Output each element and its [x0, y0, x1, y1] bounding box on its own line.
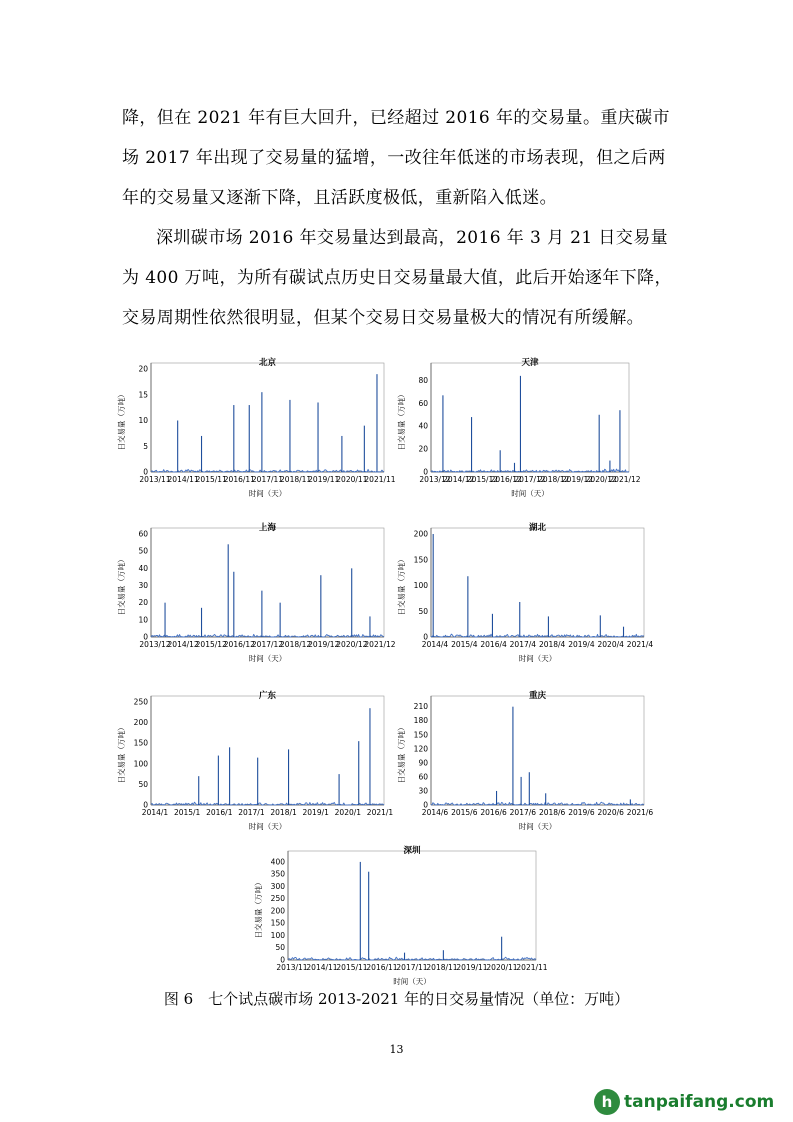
y-tick-label: 50: [138, 779, 148, 789]
y-axis-label: 日交易量（万吨）: [254, 878, 263, 939]
x-tick-label: 2017/6: [509, 808, 537, 817]
chart-title: 重庆: [528, 691, 547, 701]
x-tick-label: 2020/6: [597, 808, 624, 817]
x-tick-label: 2019/11: [308, 475, 340, 484]
x-axis-label: 时间（天）: [248, 822, 287, 831]
x-tick-label: 2014/6: [421, 808, 449, 817]
y-tick-label: 30: [418, 786, 428, 796]
y-axis-label: 日交易量（万吨）: [397, 390, 406, 451]
x-tick-label: 2019/4: [568, 640, 595, 649]
hubei-chart: [395, 520, 654, 665]
y-axis-label: 日交易量（万吨）: [117, 723, 126, 784]
y-axis-label: 日交易量（万吨）: [397, 723, 406, 784]
x-tick-label: 2021/12: [364, 640, 396, 649]
x-tick-label: 2019/12: [308, 640, 340, 649]
y-tick-label: 50: [275, 943, 285, 953]
x-tick-label: 2020/12: [336, 640, 368, 649]
body-paragraph-1: 降，但在 2021 年有巨大回升，已经超过 2016 年的交易量。重庆碳市场 2017 年出现了交易量的猛增，一改往年低迷的市场表现，但之后两年的交易量又逐渐下降，且活跃度极低，重新陷入低迷。: [122, 108, 670, 208]
y-tick-label: 200: [133, 718, 148, 728]
plot-frame: [288, 851, 536, 960]
figure-caption: 图 6 七个试点碳市场 2013-2021 年的日交易量情况（单位：万吨）: [163, 990, 630, 1008]
y-tick-label: 0: [143, 467, 148, 477]
y-tick-label: 400: [270, 857, 285, 867]
x-tick-label: 2018/1: [270, 808, 297, 817]
x-tick-label: 2015/11: [336, 963, 368, 972]
series-line: [431, 634, 644, 637]
x-tick-label: 2017/11: [251, 475, 284, 484]
x-tick-label: 2019/11: [456, 963, 488, 972]
x-tick-label: 2016/6: [480, 808, 507, 817]
y-tick-label: 30: [138, 581, 148, 590]
x-tick-label: 2019/6: [568, 808, 595, 817]
y-tick-label: 150: [133, 738, 148, 748]
x-tick-label: 2014/1: [141, 808, 169, 817]
x-axis-label: 时间（天）: [248, 654, 287, 663]
y-tick-label: 50: [418, 606, 428, 616]
x-axis-label: 时间（天）: [393, 977, 431, 986]
x-tick-label: 2015/1: [173, 808, 201, 817]
y-axis-label: 日交易量（万吨）: [117, 555, 126, 616]
y-tick-label: 180: [413, 716, 428, 726]
plot-frame: [151, 696, 384, 805]
y-tick-label: 210: [413, 702, 428, 712]
y-tick-label: 10: [138, 615, 148, 625]
y-tick-label: 40: [418, 421, 428, 431]
x-tick-label: 2015/12: [466, 475, 499, 484]
x-tick-label: 2013/11: [276, 963, 308, 972]
x-tick-label: 2020/12: [585, 475, 617, 484]
y-tick-label: 40: [138, 563, 148, 573]
shanghai-chart: [115, 520, 396, 665]
guangdong-chart: [115, 688, 394, 833]
x-tick-label: 2018/4: [538, 640, 566, 649]
watermark: [594, 1085, 774, 1119]
plot-frame: [151, 363, 384, 472]
watermark-logo-icon: h: [594, 1089, 620, 1115]
x-tick-label: 2021/11: [364, 475, 396, 484]
x-tick-label: 2020/4: [597, 640, 624, 649]
y-tick-label: 90: [418, 758, 428, 768]
y-tick-label: 150: [270, 918, 285, 928]
y-tick-label: 0: [143, 632, 148, 642]
y-tick-label: 120: [413, 744, 428, 754]
plot-frame: [151, 528, 384, 637]
series-line: [151, 802, 384, 805]
x-tick-label: 2013/11: [139, 475, 171, 484]
x-tick-label: 2016/11: [223, 475, 255, 484]
x-tick-label: 2014/12: [167, 640, 199, 649]
y-tick-label: 250: [270, 894, 285, 904]
x-tick-label: 2018/12: [538, 475, 570, 484]
chart-title: 天津: [521, 358, 539, 368]
x-tick-label: 2017/12: [514, 475, 546, 484]
x-axis-label: 时间（天）: [518, 822, 557, 831]
series-line: [151, 634, 384, 637]
chongqing-chart: [395, 688, 654, 833]
x-tick-label: 2018/6: [538, 808, 566, 817]
y-tick-label: 350: [270, 869, 285, 879]
chart-title: 北京: [258, 358, 277, 368]
y-tick-label: 60: [138, 529, 148, 539]
x-tick-label: 2015/6: [451, 808, 478, 817]
x-tick-label: 2020/11: [486, 963, 518, 972]
x-tick-label: 2020/11: [336, 475, 368, 484]
y-tick-label: 60: [418, 772, 428, 782]
x-tick-label: 2018/12: [280, 640, 312, 649]
series-line: [288, 957, 536, 960]
x-tick-label: 2016/4: [480, 640, 507, 649]
plot-frame: [431, 696, 644, 805]
x-tick-label: 2017/4: [509, 640, 537, 649]
y-tick-label: 0: [280, 955, 285, 965]
tianjin-chart: [395, 355, 641, 500]
x-tick-label: 2021/4: [626, 640, 654, 649]
y-tick-label: 0: [423, 467, 428, 477]
x-tick-label: 2015/11: [195, 475, 227, 484]
x-tick-label: 2017/11: [396, 963, 428, 972]
x-tick-label: 2021/11: [516, 963, 548, 972]
x-tick-label: 2019/1: [302, 808, 329, 817]
x-tick-label: 2014/11: [306, 963, 338, 972]
y-tick-label: 200: [270, 906, 285, 916]
y-tick-label: 50: [138, 546, 148, 556]
y-tick-label: 250: [133, 697, 148, 707]
y-tick-label: 200: [413, 529, 428, 539]
y-tick-label: 80: [418, 375, 428, 385]
x-tick-label: 2014/4: [421, 640, 449, 649]
y-tick-label: 100: [270, 930, 285, 940]
x-tick-label: 2016/12: [490, 475, 522, 484]
plot-frame: [431, 528, 644, 637]
x-tick-label: 2013/12: [139, 640, 171, 649]
y-tick-label: 150: [413, 730, 428, 740]
watermark-text: tanpaifang.com: [624, 1092, 775, 1112]
y-tick-label: 100: [413, 581, 428, 590]
x-axis-label: 时间（天）: [511, 489, 549, 498]
chart-title: 上海: [258, 523, 277, 533]
x-tick-label: 2015/4: [451, 640, 478, 649]
x-tick-label: 2016/11: [366, 963, 398, 972]
x-axis-label: 时间（天）: [248, 489, 287, 498]
x-tick-label: 2021/1: [366, 808, 394, 817]
y-tick-label: 0: [423, 632, 428, 642]
chart-title: 深圳: [403, 846, 421, 856]
x-tick-label: 2015/12: [195, 640, 227, 649]
x-tick-label: 2016/12: [223, 640, 255, 649]
y-axis-label: 日交易量（万吨）: [397, 555, 406, 616]
x-tick-label: 2016/1: [206, 808, 233, 817]
x-tick-label: 2017/12: [251, 640, 284, 649]
chart-title: 湖北: [528, 523, 547, 533]
y-tick-label: 300: [270, 881, 285, 891]
x-tick-label: 2013/12: [419, 475, 451, 484]
series-line: [431, 802, 644, 805]
x-axis-label: 时间（天）: [518, 654, 557, 663]
y-tick-label: 20: [418, 444, 428, 454]
y-tick-label: 150: [413, 555, 428, 565]
x-tick-label: 2014/11: [167, 475, 199, 484]
y-tick-label: 10: [138, 416, 148, 425]
x-tick-label: 2021/12: [609, 475, 641, 484]
chart-title: 广东: [258, 691, 277, 701]
x-tick-label: 2020/1: [334, 808, 362, 817]
y-tick-label: 20: [138, 598, 148, 608]
y-axis-label: 日交易量（万吨）: [117, 390, 126, 451]
y-tick-label: 20: [138, 364, 148, 374]
x-tick-label: 2021/6: [626, 808, 654, 817]
page-number: 13: [389, 1043, 404, 1056]
y-tick-label: 60: [418, 398, 428, 408]
y-tick-label: 0: [423, 800, 428, 810]
y-tick-label: 5: [143, 441, 148, 451]
beijing-chart: [115, 355, 396, 500]
x-tick-label: 2018/11: [426, 963, 458, 972]
y-tick-label: 100: [133, 759, 148, 769]
x-tick-label: 2018/11: [280, 475, 312, 484]
y-tick-label: 0: [143, 800, 148, 810]
shenzhen-chart: [252, 843, 548, 988]
body-paragraph-2: 深圳碳市场 2016 年交易量达到最高，2016 年 3 月 21 日交易量为 400 万吨，为所有碳试点历史日交易量最大值，此后开始逐年下降，交易周期性依然很明显，但某个交易日交易量极大的情况有所缓解。: [122, 228, 672, 328]
x-tick-label: 2014/12: [443, 475, 475, 484]
x-tick-label: 2017/1: [238, 808, 265, 817]
y-tick-label: 15: [138, 390, 148, 400]
x-tick-label: 2019/12: [561, 475, 594, 484]
